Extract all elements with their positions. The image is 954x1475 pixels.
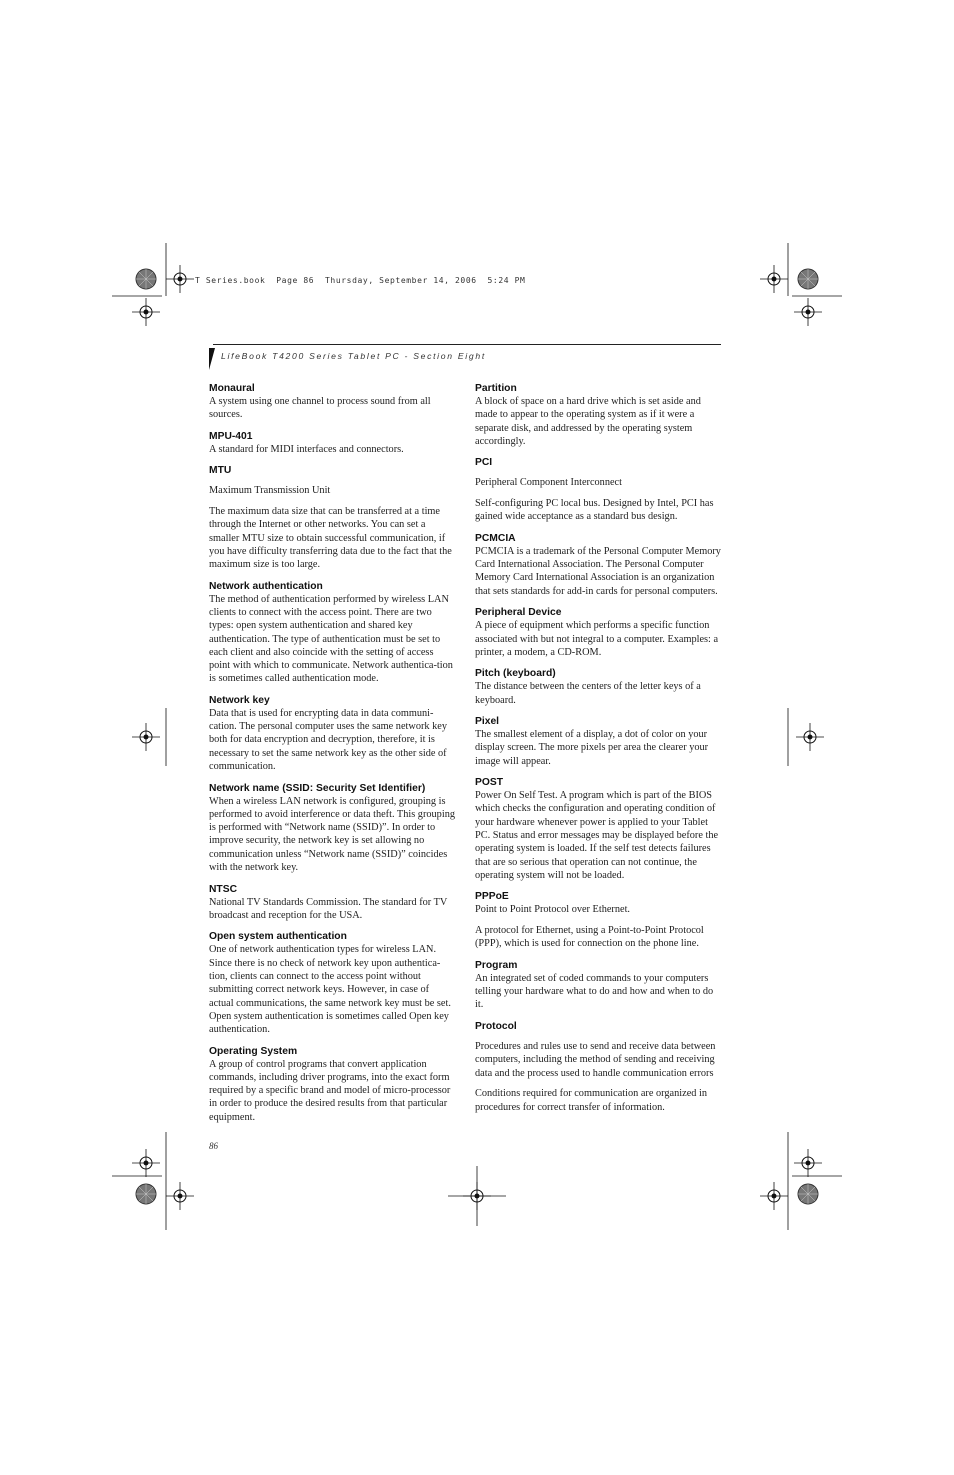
registration-mark-icon [132, 298, 160, 326]
glossary-term: Open system authentication [209, 931, 347, 943]
header-rule [213, 344, 721, 345]
glossary-entry [475, 776, 721, 882]
print-slug: T Series.book Page 86 Thursday, September 14, 2006 5:24 PM [195, 276, 526, 285]
glossary-term: Pixel [475, 716, 500, 728]
glossary-entry [475, 667, 721, 707]
glossary-entry [475, 382, 721, 448]
glossary-definition: A standard for MIDI interfaces and connectors. [209, 443, 404, 455]
glossary-term: Pitch (keyboard) [475, 668, 556, 680]
star-target-icon [136, 269, 156, 289]
glossary-term: MTU [209, 465, 232, 477]
glossary-entry [209, 930, 455, 1036]
glossary-definition: A block of space on a hard drive which is set aside and made to appear to the operating system as if it were a separate disk, and addressed by the operating system accordingly. [475, 396, 701, 447]
glossary-entry [209, 464, 455, 571]
star-target-icon [136, 1184, 156, 1204]
glossary-term: MPU-401 [209, 430, 253, 442]
glossary-term: Program [475, 959, 518, 971]
glossary-term: Operating System [209, 1045, 298, 1057]
glossary-definition: Data that is used for encrypting data in data communi-cation. The personal computer uses the same network key both for data encryption and decryption, therefore, it is necessary to set the same network key as the other side of communication. [209, 707, 447, 773]
registration-mark-icon [166, 1182, 194, 1210]
glossary-definition: Point to Point Protocol over Ethernet. [475, 904, 631, 916]
registration-mark-icon [132, 1149, 160, 1177]
glossary-term: NTSC [209, 883, 238, 895]
glossary-entry [475, 456, 721, 523]
star-target-icon [798, 269, 818, 289]
glossary-definition: A protocol for Ethernet, using a Point-to-Point Protocol (PPP), which is used for connection on the phone line. [475, 925, 704, 950]
glossary-term: PCI [475, 457, 493, 469]
glossary-definition: When a wireless LAN network is configured, grouping is performed to avoid interference or data theft. This grouping is performed with “Network name (SSID)”. In order to improve security, the network key is set allowing no communication unless “Network name (SSID)” coincides with the network key. [209, 795, 455, 874]
glossary-entry [209, 694, 455, 773]
glossary-entry [475, 890, 721, 950]
glossary-term: Peripheral Device [475, 607, 562, 619]
registration-mark-icon [760, 265, 788, 293]
glossary-definition: The smallest element of a display, a dot of color on your display screen. The more pixels per area the clearer your image will appear. [475, 729, 709, 767]
header-tab [209, 348, 215, 370]
left-column [209, 382, 455, 1132]
glossary-entry [209, 782, 455, 875]
glossary-entry [209, 430, 455, 456]
star-target-icon [798, 1184, 818, 1204]
glossary-term: PCMCIA [475, 532, 516, 544]
glossary-definition: Conditions required for communication are organized in procedures for correct transfer of information. [475, 1088, 707, 1113]
glossary-term: Network key [209, 694, 270, 706]
glossary-term: POST [475, 777, 504, 789]
glossary-entry [209, 883, 455, 923]
glossary-entry [475, 1020, 721, 1114]
glossary-entry [475, 606, 721, 659]
glossary-definition: A piece of equipment which performs a specific function associated with but not integral to a computer. Examples: a printer, a modem, a CD-ROM. [475, 620, 719, 658]
registration-mark-icon [760, 1182, 788, 1210]
glossary-definition: One of network authentication types for wireless LAN. Since there is no check of network key upon authentica-tion, clients can connect to the access point without submitting correct network keys. However, in case of actual communications, the same network key must be set. Open system authentication is sometimes called Open key authentication. [209, 944, 451, 1036]
registration-mark-icon [794, 298, 822, 326]
glossary-entry [475, 532, 721, 598]
glossary-definition: The maximum data size that can be transferred at a time through the Internet or other networks. You can set a smaller MTU size to obtain successful communication, if you have difficulty transferring data due to the fact that the maximum size is too large. [209, 505, 452, 571]
glossary-definition: Procedures and rules use to send and receive data between computers, including the method of sending and receiving data and the process used to handle communication errors [475, 1040, 716, 1079]
glossary-definition: PCMCIA is a trademark of the Personal Computer Memory Card International Association. The Personal Computer Memory Card International Association is an organization that sets standards for add-in cards for personal computers. [475, 545, 721, 597]
glossary-definition: The method of authentication performed by wireless LAN clients to connect with the access point. There are two types: open system authentication and shared key authentication. The type of authentication must be set to each client and also coincide with the setting of access point with which to communicate. Network authentica-tion is sometimes called authentication mode. [209, 593, 453, 685]
page-number: 86 [209, 1141, 218, 1151]
glossary-definition: Power On Self Test. A program which is part of the BIOS which checks the configuration and operating condition of your hardware whenever power is applied to your Tablet PC. Status and error messages may be displayed before the operating system is loaded. If the self test detects failures that are so serious that operation can not continue, the operating system will not be loaded. [475, 790, 719, 881]
glossary-term: Monaural [209, 383, 255, 394]
glossary-term: Network authentication [209, 580, 323, 592]
right-column [475, 382, 721, 1122]
glossary-definition: Self-configuring PC local bus. Designed by Intel, PCI has gained wide acceptance as a standard bus design. [475, 498, 714, 523]
registration-mark-icon [166, 265, 194, 293]
glossary-entry [475, 715, 721, 768]
registration-mark-icon [794, 1149, 822, 1177]
registration-mark-icon [132, 723, 160, 751]
glossary-definition: Maximum Transmission Unit [209, 485, 331, 497]
glossary-entry [209, 382, 455, 422]
glossary-definition: A system using one channel to process sound from all sources. [209, 396, 431, 421]
glossary-definition: A group of control programs that convert application commands, including driver programs, into the exact form required by a specific brand and model of micro-processor in order to produce the desired results from that particular equipment. [209, 1058, 451, 1123]
running-header: LifeBook T4200 Series Tablet PC - Section Eight [221, 351, 486, 361]
registration-mark-icon [796, 723, 824, 751]
glossary-definition: An integrated set of coded commands to your computers telling your hardware what to do and how and when to do it. [475, 972, 714, 1011]
glossary-definition: Peripheral Component Interconnect [475, 477, 622, 489]
glossary-term: PPPoE [475, 891, 509, 903]
glossary-entry [475, 959, 721, 1012]
glossary-entry [209, 1045, 455, 1124]
glossary-term: Network name (SSID: Security Set Identifier) [209, 782, 426, 794]
glossary-definition: National TV Standards Commission. The standard for TV broadcast and reception for the USA. [209, 896, 448, 921]
glossary-entry [209, 580, 455, 686]
glossary-term: Protocol [475, 1020, 517, 1032]
glossary-term: Partition [475, 383, 517, 394]
glossary-definition: The distance between the centers of the letter keys of a keyboard. [475, 681, 701, 706]
